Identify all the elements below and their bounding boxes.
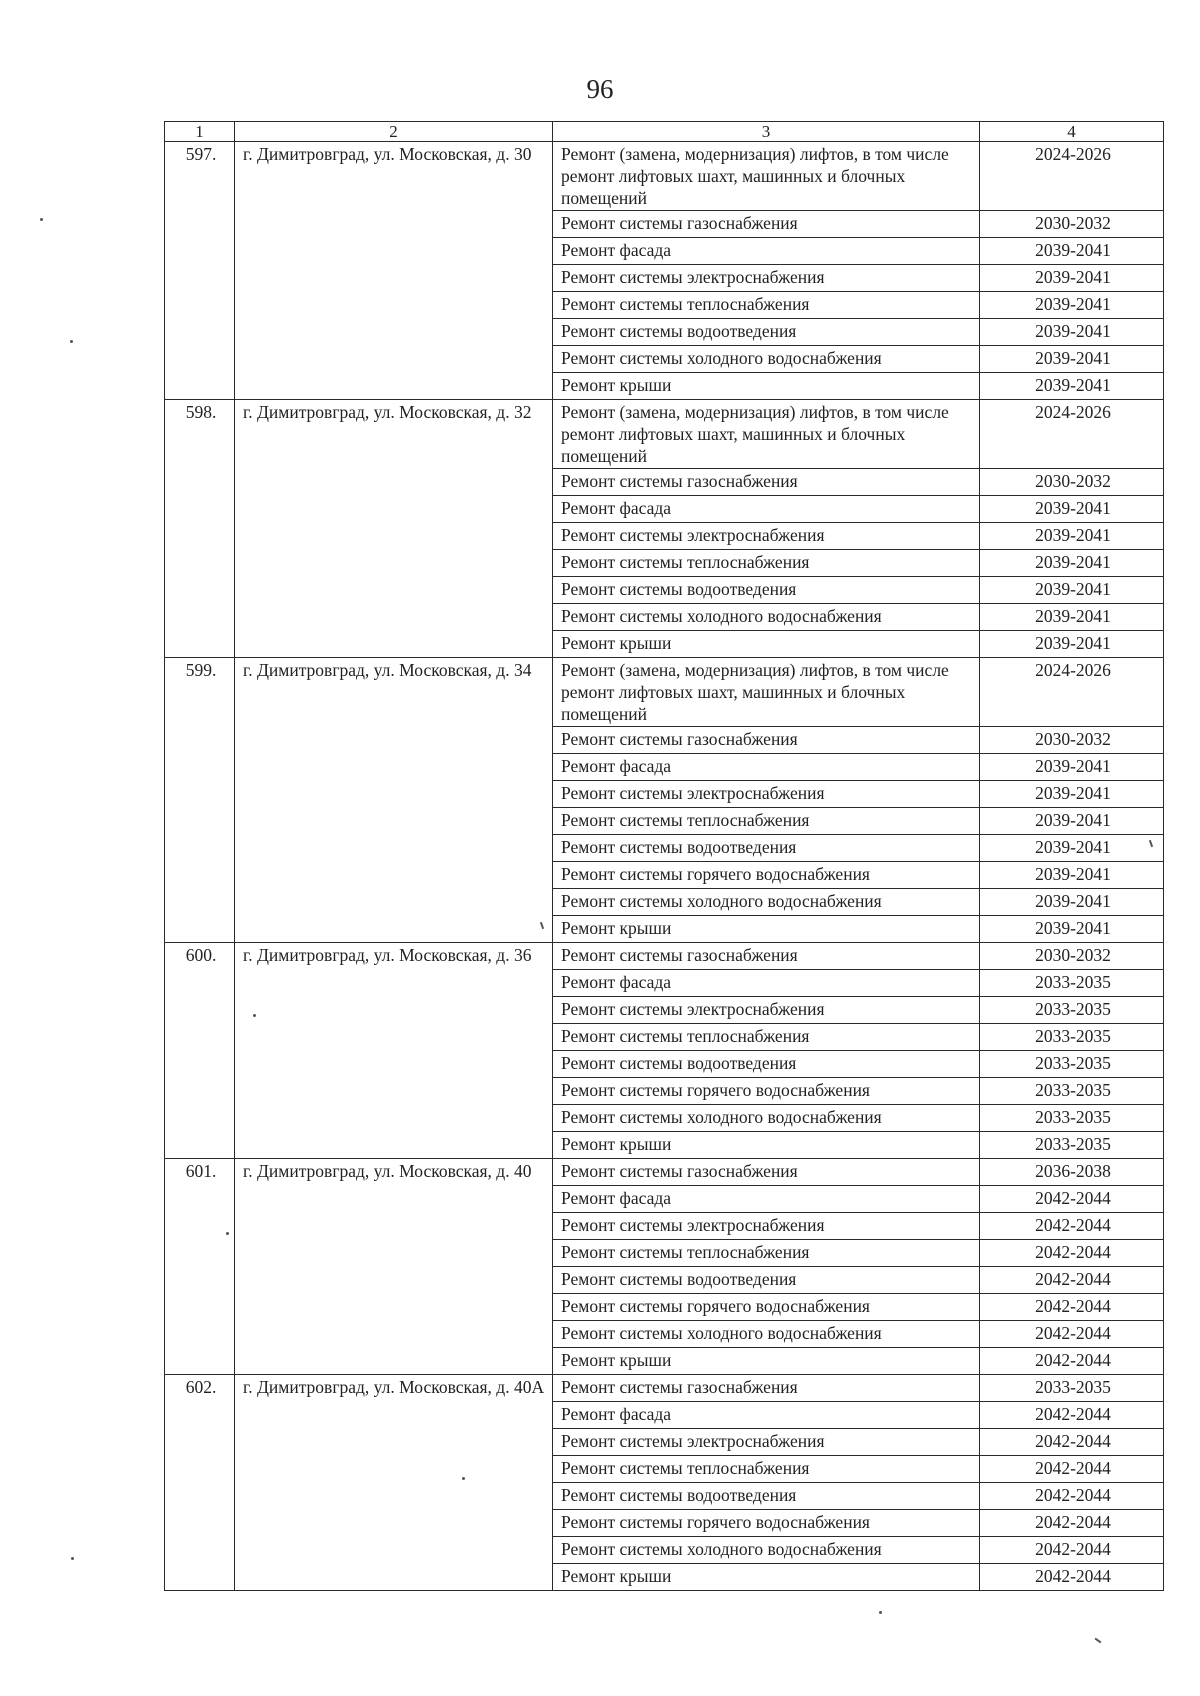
repair-schedule-table	[164, 121, 1164, 1591]
work-type: Ремонт фасада	[553, 754, 980, 781]
work-period: 2039-2041	[980, 808, 1164, 835]
work-period: 2039-2041	[980, 631, 1164, 658]
work-type: Ремонт системы электроснабжения	[553, 1429, 980, 1456]
scan-speck	[226, 1232, 229, 1235]
work-period: 2033-2035	[980, 1078, 1164, 1105]
work-period: 2036-2038	[980, 1159, 1164, 1186]
work-type: Ремонт системы горячего водоснабжения	[553, 1510, 980, 1537]
work-period: 2042-2044	[980, 1213, 1164, 1240]
scan-speck	[1095, 1638, 1102, 1644]
work-type: Ремонт системы теплоснабжения	[553, 292, 980, 319]
work-period: 2033-2035	[980, 1024, 1164, 1051]
entry-address: г. Димитровград, ул. Московская, д. 32	[235, 400, 553, 658]
work-period: 2033-2035	[980, 970, 1164, 997]
work-type: Ремонт системы электроснабжения	[553, 265, 980, 292]
page-number: 96	[586, 74, 614, 104]
work-period: 2042-2044	[980, 1564, 1164, 1591]
entry-address: г. Димитровград, ул. Московская, д. 30	[235, 142, 553, 400]
work-type: Ремонт фасада	[553, 238, 980, 265]
work-period: 2039-2041	[980, 238, 1164, 265]
work-type: Ремонт фасада	[553, 1402, 980, 1429]
entry-number: 598.	[165, 400, 235, 658]
scan-speck	[40, 218, 43, 221]
work-period: 2042-2044	[980, 1402, 1164, 1429]
work-type: Ремонт системы холодного водоснабжения	[553, 1321, 980, 1348]
work-type: Ремонт системы теплоснабжения	[553, 550, 980, 577]
table-row	[165, 1159, 1164, 1186]
work-period: 2039-2041	[980, 496, 1164, 523]
work-type: Ремонт системы водоотведения	[553, 1051, 980, 1078]
work-type: Ремонт системы газоснабжения	[553, 727, 980, 754]
work-period: 2039-2041	[980, 523, 1164, 550]
table-row	[165, 658, 1164, 727]
work-type: Ремонт системы холодного водоснабжения	[553, 1537, 980, 1564]
work-period: 2039-2041	[980, 889, 1164, 916]
work-period: 2033-2035	[980, 997, 1164, 1024]
work-type: Ремонт системы газоснабжения	[553, 469, 980, 496]
scan-speck	[70, 340, 73, 343]
work-period: 2042-2044	[980, 1483, 1164, 1510]
work-type: Ремонт системы теплоснабжения	[553, 1240, 980, 1267]
entry-address: г. Димитровград, ул. Московская, д. 36	[235, 943, 553, 1159]
table-row	[165, 943, 1164, 970]
work-period: 2039-2041	[980, 916, 1164, 943]
work-period: 2039-2041	[980, 346, 1164, 373]
work-type: Ремонт (замена, модернизация) лифтов, в том числе ремонт лифтовых шахт, машинных и блочных помещений	[553, 658, 980, 727]
work-period: 2030-2032	[980, 943, 1164, 970]
work-type: Ремонт крыши	[553, 631, 980, 658]
work-type: Ремонт системы холодного водоснабжения	[553, 346, 980, 373]
work-period: 2030-2032	[980, 469, 1164, 496]
work-type: Ремонт системы горячего водоснабжения	[553, 862, 980, 889]
work-period: 2042-2044	[980, 1429, 1164, 1456]
work-type: Ремонт крыши	[553, 1564, 980, 1591]
work-type: Ремонт фасада	[553, 496, 980, 523]
work-period: 2039-2041	[980, 373, 1164, 400]
entry-number: 601.	[165, 1159, 235, 1375]
work-period: 2039-2041	[980, 835, 1164, 862]
work-type: Ремонт системы водоотведения	[553, 835, 980, 862]
work-period: 2030-2032	[980, 211, 1164, 238]
work-type: Ремонт системы водоотведения	[553, 1267, 980, 1294]
work-period: 2033-2035	[980, 1132, 1164, 1159]
work-period: 2024-2026	[980, 658, 1164, 727]
work-period: 2042-2044	[980, 1510, 1164, 1537]
work-type: Ремонт системы водоотведения	[553, 1483, 980, 1510]
scan-speck	[879, 1611, 882, 1614]
work-type: Ремонт крыши	[553, 916, 980, 943]
work-period: 2039-2041	[980, 754, 1164, 781]
work-period: 2042-2044	[980, 1267, 1164, 1294]
work-period: 2042-2044	[980, 1186, 1164, 1213]
work-period: 2042-2044	[980, 1456, 1164, 1483]
work-period: 2030-2032	[980, 727, 1164, 754]
work-type: Ремонт системы горячего водоснабжения	[553, 1078, 980, 1105]
entry-number: 597.	[165, 142, 235, 400]
work-type: Ремонт системы газоснабжения	[553, 943, 980, 970]
column-header-4: 4	[980, 122, 1164, 142]
work-period: 2033-2035	[980, 1105, 1164, 1132]
work-type: Ремонт крыши	[553, 1132, 980, 1159]
work-period: 2024-2026	[980, 400, 1164, 469]
work-type: Ремонт системы водоотведения	[553, 577, 980, 604]
entry-number: 602.	[165, 1375, 235, 1591]
work-period: 2024-2026	[980, 142, 1164, 211]
work-type: Ремонт системы газоснабжения	[553, 1375, 980, 1402]
table-body	[165, 142, 1164, 1591]
work-period: 2042-2044	[980, 1321, 1164, 1348]
work-type: Ремонт крыши	[553, 1348, 980, 1375]
work-type: Ремонт системы электроснабжения	[553, 781, 980, 808]
entry-number: 599.	[165, 658, 235, 943]
work-period: 2039-2041	[980, 319, 1164, 346]
work-period: 2039-2041	[980, 862, 1164, 889]
table-row	[165, 400, 1164, 469]
entry-address: г. Димитровград, ул. Московская, д. 40А	[235, 1375, 553, 1591]
work-type: Ремонт системы холодного водоснабжения	[553, 889, 980, 916]
column-header-2: 2	[235, 122, 553, 142]
entry-address: г. Димитровград, ул. Московская, д. 40	[235, 1159, 553, 1375]
work-period: 2039-2041	[980, 550, 1164, 577]
work-type: Ремонт системы водоотведения	[553, 319, 980, 346]
work-type: Ремонт крыши	[553, 373, 980, 400]
work-type: Ремонт (замена, модернизация) лифтов, в том числе ремонт лифтовых шахт, машинных и блочных помещений	[553, 400, 980, 469]
work-period: 2033-2035	[980, 1051, 1164, 1078]
work-period: 2033-2035	[980, 1375, 1164, 1402]
work-period: 2042-2044	[980, 1537, 1164, 1564]
work-type: Ремонт (замена, модернизация) лифтов, в том числе ремонт лифтовых шахт, машинных и блочных помещений	[553, 142, 980, 211]
work-type: Ремонт системы холодного водоснабжения	[553, 1105, 980, 1132]
work-type: Ремонт системы теплоснабжения	[553, 1024, 980, 1051]
scan-speck	[253, 1014, 256, 1017]
work-period: 2042-2044	[980, 1240, 1164, 1267]
work-period: 2042-2044	[980, 1348, 1164, 1375]
work-type: Ремонт системы холодного водоснабжения	[553, 604, 980, 631]
work-type: Ремонт фасада	[553, 1186, 980, 1213]
column-header-3: 3	[553, 122, 980, 142]
scan-speck	[71, 1557, 74, 1560]
table-header	[165, 122, 1164, 142]
work-type: Ремонт системы газоснабжения	[553, 211, 980, 238]
work-type: Ремонт системы электроснабжения	[553, 1213, 980, 1240]
work-period: 2039-2041	[980, 265, 1164, 292]
column-header-1: 1	[165, 122, 235, 142]
work-type: Ремонт системы электроснабжения	[553, 997, 980, 1024]
table-row	[165, 142, 1164, 211]
scan-speck	[462, 1477, 465, 1480]
work-type: Ремонт системы горячего водоснабжения	[553, 1294, 980, 1321]
work-type: Ремонт системы электроснабжения	[553, 523, 980, 550]
work-type: Ремонт системы теплоснабжения	[553, 1456, 980, 1483]
work-period: 2042-2044	[980, 1294, 1164, 1321]
work-period: 2039-2041	[980, 604, 1164, 631]
work-type: Ремонт системы газоснабжения	[553, 1159, 980, 1186]
work-type: Ремонт системы теплоснабжения	[553, 808, 980, 835]
entry-address: г. Димитровград, ул. Московская, д. 34	[235, 658, 553, 943]
work-period: 2039-2041	[980, 292, 1164, 319]
header-row	[165, 122, 1164, 142]
table-row	[165, 1375, 1164, 1402]
work-period: 2039-2041	[980, 781, 1164, 808]
work-period: 2039-2041	[980, 577, 1164, 604]
work-type: Ремонт фасада	[553, 970, 980, 997]
entry-number: 600.	[165, 943, 235, 1159]
